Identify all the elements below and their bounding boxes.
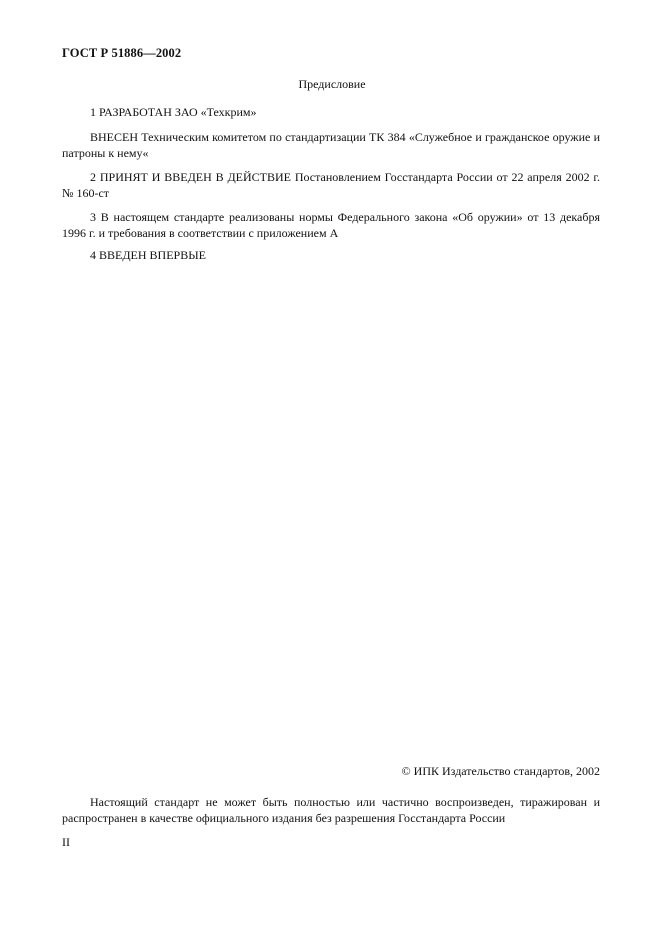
foreword-item-adopted: 2 ПРИНЯТ И ВВЕДЕН В ДЕЙСТВИЕ Постановлением Госстандарта России от 22 апреля 2002 г. № 160-ст bbox=[62, 170, 600, 200]
foreword-title: Предисловие bbox=[298, 77, 366, 91]
page-number: II bbox=[62, 835, 70, 849]
reproduction-notice: Настоящий стандарт не может быть полностью или частично воспроизведен, тиражирован и распространен в качестве официального издания без разрешения Госстандарта России bbox=[62, 795, 600, 825]
document-number: ГОСТ Р 51886—2002 bbox=[62, 46, 182, 60]
foreword-item-law-norms: 3 В настоящем стандарте реализованы нормы Федерального закона «Об оружии» от 13 декабря 1996 г. и требования в соответствии с приложением А bbox=[62, 210, 600, 240]
foreword-item-first-introduced: 4 ВВЕДЕН ВПЕРВЫЕ bbox=[90, 248, 206, 262]
foreword-item-introduced: ВНЕСЕН Техническим комитетом по стандартизации ТК 384 «Служебное и гражданское оружие и патроны к нему« bbox=[62, 130, 600, 160]
foreword-item-developed: 1 РАЗРАБОТАН ЗАО «Техкрим» bbox=[90, 105, 257, 119]
copyright-line: © ИПК Издательство стандартов, 2002 bbox=[401, 764, 600, 778]
